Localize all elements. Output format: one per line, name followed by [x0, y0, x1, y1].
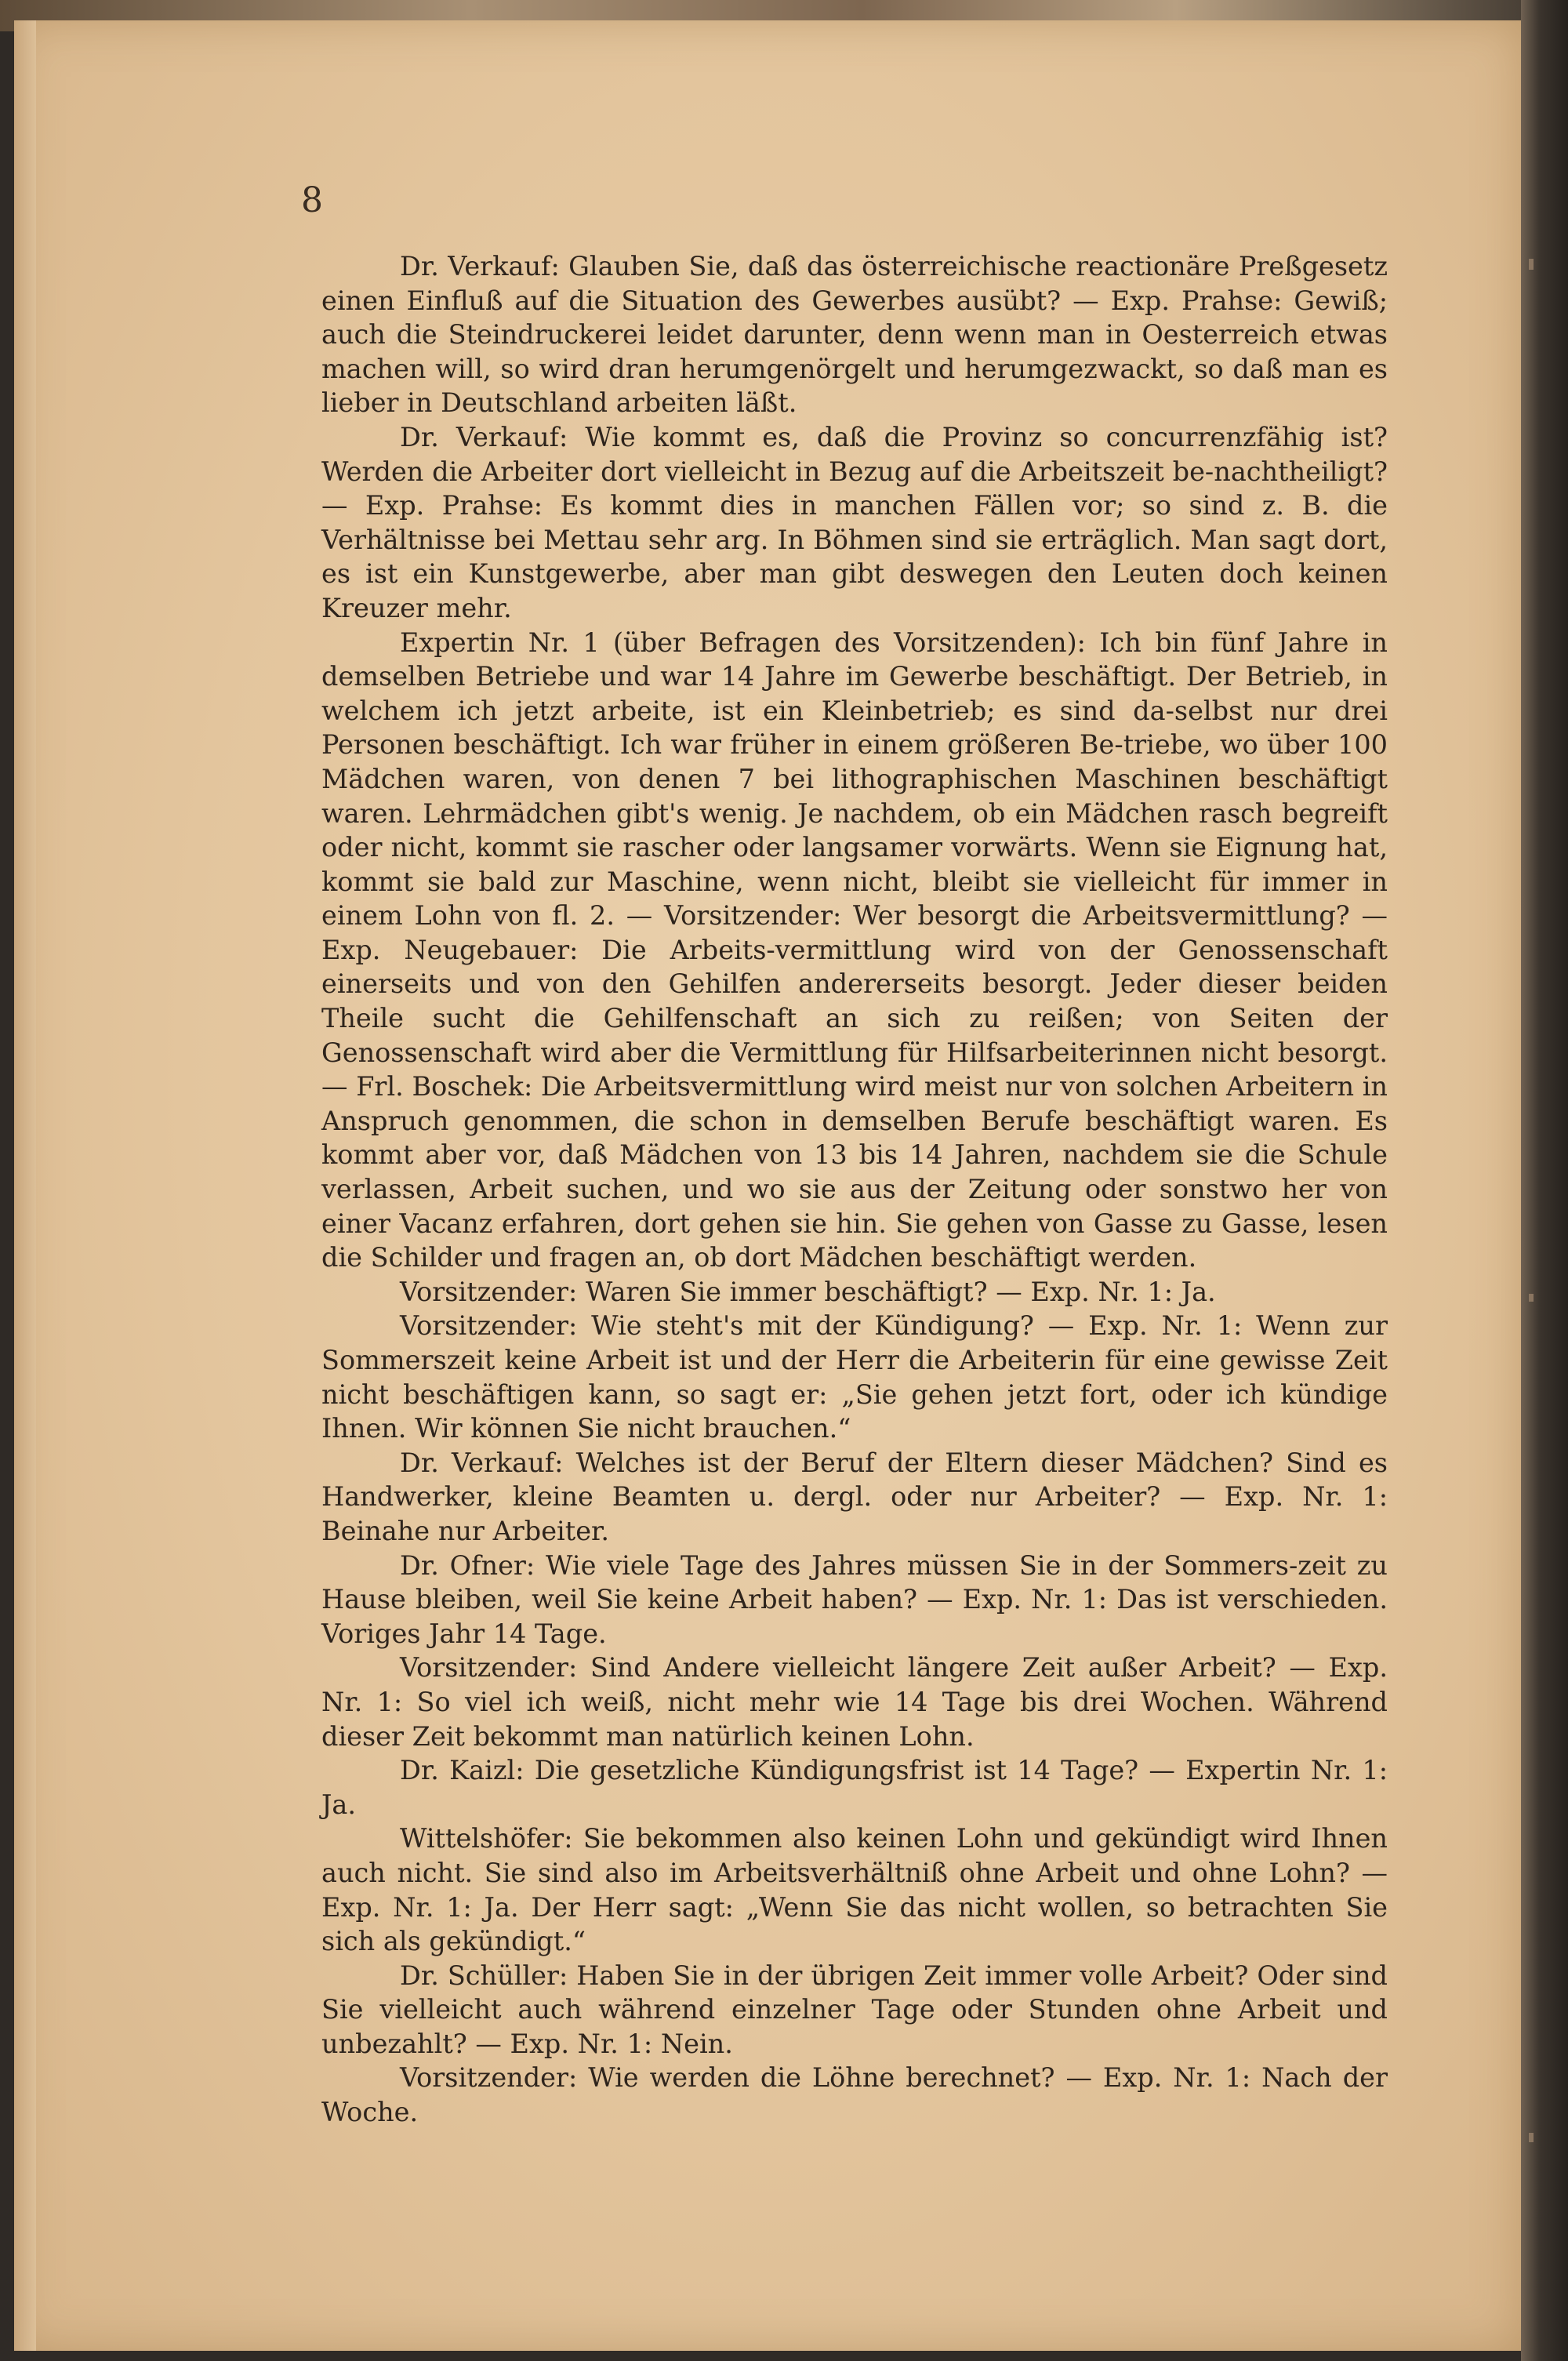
paragraph: Vorsitzender: Sind Andere vielleicht längere Zeit außer Arbeit? — Exp. Nr. 1: So viel ich weiß, nicht mehr wie 14 Tage bis drei Wochen. Während dieser Zeit bekommt man natürlich keinen Lohn. — [321, 1652, 1388, 1752]
paragraph: Dr. Verkauf: Glauben Sie, daß das österreichische reactionäre Preßgesetz einen Einfluß auf die Situation des Gewerbes ausübt? — Exp. Prahse: Gewiß; auch die Steindruckerei leidet darunter, denn wenn man in Oesterreich etwas machen will, so wird dran herumgenörgelt und herumgezwackt, so daß man es lieber in Deutschland arbeiten läßt. — [321, 251, 1388, 419]
paragraph: Expertin Nr. 1 (über Befragen des Vorsitzenden): Ich bin fünf Jahre in demselben Betriebe und war 14 Jahre im Gewerbe beschäftigt. Der Betrieb, in welchem ich jetzt arbeite, ist ein Kleinbetrieb; es sind da-selbst nur drei Personen beschäftigt. Ich war früher in einem größeren Be-triebe, wo über 100 Mädchen waren, von denen 7 bei lithographischen Maschinen beschäftigt waren. Lehrmädchen gibt's wenig. Je nachdem, ob ein Mädchen rasch begreift oder nicht, kommt sie rascher oder langsamer vorwärts. Wenn sie Eignung hat, kommt sie bald zur Maschine, wenn nicht, bleibt sie vielleicht für immer in einem Lohn von fl. 2. — Vorsitzender: Wer besorgt die Arbeitsvermittlung? — Exp. Neugebauer: Die Arbeits-vermittlung wird von der Genossenschaft einerseits und von den Gehilfen andererseits besorgt. Jeder dieser beiden Theile sucht die Gehilfenschaft an sich zu reißen; von Seiten der Genossenschaft wird aber die Vermittlung für Hilfsarbeiterinnen nicht besorgt. — Frl. Boschek: Die Arbeitsvermittlung wird meist nur von solchen Arbeitern in Anspruch genommen, die schon in demselben Berufe beschäftigt waren. Es kommt aber vor, daß Mädchen von 13 bis 14 Jahren, nachdem sie die Schule verlassen, Arbeit suchen, und wo sie aus der Zeitung oder sonstwo her von einer Vacanz erfahren, dort gehen sie hin. Sie gehen von Gasse zu Gasse, lesen die Schilder und fragen an, ob dort Mädchen beschäftigt werden. — [321, 627, 1388, 1273]
paragraph: Dr. Kaizl: Die gesetzliche Kündigungsfrist ist 14 Tage? — Expertin Nr. 1: Ja. — [321, 1755, 1388, 1820]
paragraph: Vorsitzender: Wie werden die Löhne berechnet? — Exp. Nr. 1: Nach der Woche. — [321, 2062, 1388, 2128]
page-text — [321, 249, 1388, 2130]
page-gutter — [14, 20, 36, 2351]
page-number: 8 — [301, 180, 323, 220]
paragraph: Wittelshöfer: Sie bekommen also keinen Lohn und gekündigt wird Ihnen auch nicht. Sie sind also im Arbeitsverhältniß ohne Arbeit und ohne Lohn? — Exp. Nr. 1: Ja. Der Herr sagt: „Wenn Sie das nicht wollen, so betrachten Sie sich als gekündigt.“ — [321, 1823, 1388, 1957]
paragraph: Dr. Ofner: Wie viele Tage des Jahres müssen Sie in der Sommers-zeit zu Hause bleiben, weil Sie keine Arbeit haben? — Exp. Nr. 1: Das ist verschieden. Voriges Jahr 14 Tage. — [321, 1549, 1388, 1649]
book-right-edge — [1521, 0, 1568, 2361]
paragraph: Dr. Schüller: Haben Sie in der übrigen Zeit immer volle Arbeit? Oder sind Sie vielleicht auch während einzelner Tage oder Stunden ohne Arbeit und unbezahlt? — Exp. Nr. 1: Nein. — [321, 1960, 1388, 2059]
paragraph: Vorsitzender: Waren Sie immer beschäftigt? — Exp. Nr. 1: Ja. — [400, 1276, 1216, 1307]
edge-mark — [1529, 2133, 1534, 2142]
paragraph: Vorsitzender: Wie steht's mit der Kündigung? — Exp. Nr. 1: Wenn zur Sommerszeit keine Arbeit ist und der Herr die Arbeiterin für eine gewisse Zeit nicht beschäftigen kann, so sagt er: „Sie gehen jetzt fort, oder ich kündige Ihnen. Wir können Sie nicht brauchen.“ — [321, 1310, 1388, 1444]
edge-mark — [1529, 259, 1534, 270]
paragraph: Dr. Verkauf: Welches ist der Beruf der Eltern dieser Mädchen? Sind es Handwerker, kleine Beamten u. dergl. oder nur Arbeiter? — Exp. Nr. 1: Beinahe nur Arbeiter. — [321, 1447, 1388, 1546]
edge-mark — [1529, 1294, 1534, 1302]
paragraph: Dr. Verkauf: Wie kommt es, daß die Provinz so concurrenzfähig ist? Werden die Arbeiter dort vielleicht in Bezug auf die Arbeitszeit be-nachtheiligt? — Exp. Prahse: Es kommt dies in manchen Fällen vor; so sind z. B. die Verhältnisse bei Mettau sehr arg. In Böhmen sind sie erträglich. Man sagt dort, es ist ein Kunstgewerbe, aber man gibt deswegen den Leuten doch keinen Kreuzer mehr. — [321, 421, 1388, 623]
